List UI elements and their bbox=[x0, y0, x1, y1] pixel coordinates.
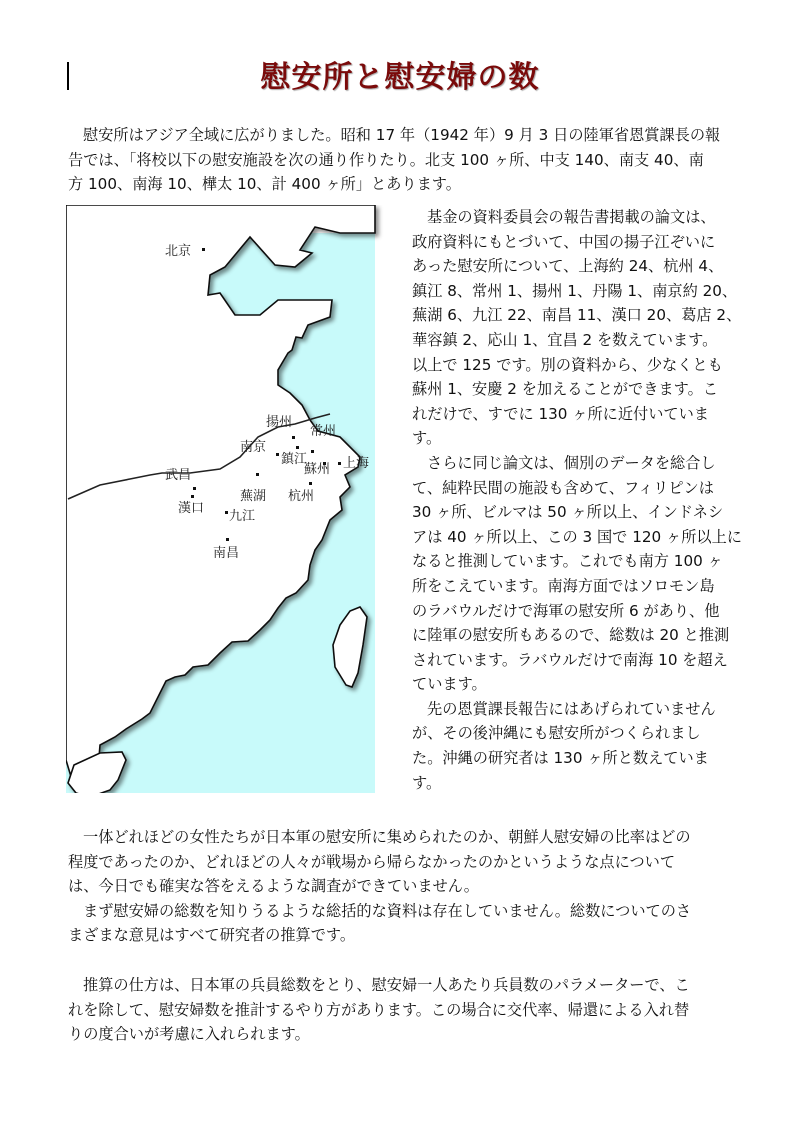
text-line: 華容鎮 2、応山 1、宜昌 2 を数えています。 bbox=[412, 330, 718, 349]
city-dot-zhenjiang bbox=[296, 446, 299, 449]
text-line: 慰安所はアジア全域に広がりました。昭和 17 年（1942 年）9 月 3 日の陸軍省恩賞課長の報 bbox=[83, 126, 721, 144]
city-label-hangzhou: 杭州 bbox=[288, 489, 315, 504]
text-line: た。沖縄の研究者は 130 ヶ所と数えていま bbox=[412, 749, 709, 768]
text-line: 告では、「将校以下の慰安施設を次の通り作りたり。北支 100 ヶ所、中支 140、南支 40、南 bbox=[68, 150, 704, 169]
text-line: が、その後沖縄にも慰安所がつくられまし bbox=[412, 724, 701, 743]
city-dot-hangzhou bbox=[309, 482, 312, 485]
city-label-wuhu: 蕪湖 bbox=[240, 489, 267, 504]
text-line: さらに同じ論文は、個別のデータを総合し bbox=[427, 453, 716, 472]
city-label-suzhou: 蘇州 bbox=[304, 462, 331, 477]
text-line: 基金の資料委員会の報告書掲載の論文は、 bbox=[427, 208, 716, 226]
text-line: まざまな意見はすべて研究者の推算です。 bbox=[68, 926, 356, 945]
city-dot-shanghai bbox=[338, 462, 341, 465]
text-line: 鎮江 8、常州 1、揚州 1、丹陽 1、南京約 20、 bbox=[412, 281, 738, 300]
text-line: 蕪湖 6、九江 22、南昌 11、漢口 20、葛店 2、 bbox=[412, 306, 742, 325]
text-line: 一体どれほどの女性たちが日本軍の慰安所に集められたのか、朝鮮人慰安婦の比率はどの bbox=[83, 828, 691, 846]
city-dot-nanchang bbox=[226, 538, 229, 541]
city-label-jiujiang: 九江 bbox=[229, 509, 256, 524]
city-label-nanjing: 南京 bbox=[240, 440, 267, 455]
text-line: まず慰安婦の総数を知りうるような総括的な資料は存在していません。総数についてのさ bbox=[83, 901, 692, 920]
text-line: 程度であったのか、どれほどの人々が戦場から帰らなかったのかというような点について bbox=[68, 852, 676, 871]
text-line: 所をこえています。南海方面ではソロモン島 bbox=[412, 576, 715, 595]
city-label-changzhou: 常州 bbox=[310, 424, 337, 439]
city-label-hankou: 漢口 bbox=[178, 501, 205, 516]
text-line: 推算の仕方は、日本軍の兵員総数をとり、慰安婦一人あたり兵員数のパラメーターで、こ bbox=[83, 976, 690, 994]
page-title: 慰安所と慰安婦の数 bbox=[260, 60, 540, 95]
city-dot-beijing bbox=[202, 248, 205, 251]
paragraph-unknowns bbox=[68, 825, 691, 948]
text-line: す。 bbox=[412, 773, 442, 792]
city-dot-wuchang bbox=[193, 487, 196, 490]
text-line: れだけで、すでに 130 ヶ所に近付いていま bbox=[412, 404, 709, 423]
text-line: のラバウルだけで海軍の慰安所 6 があり、他 bbox=[412, 601, 720, 620]
text-line: ています。 bbox=[412, 675, 487, 694]
text-line: て、純粋民間の施設も含めて、フィリピンは bbox=[412, 478, 714, 497]
text-line: れを除して、慰安婦数を推計するやり方があります。この場合に交代率、帰還による入れ替 bbox=[68, 1000, 690, 1019]
city-dot-yangzhou bbox=[292, 436, 295, 439]
city-dot-nanjing bbox=[276, 453, 279, 456]
city-label-nanchang: 南昌 bbox=[213, 546, 240, 561]
text-line: あった慰安所について、上海約 24、杭州 4、 bbox=[412, 257, 724, 276]
text-line: 以上で 125 です。別の資料から、少なくとも bbox=[412, 355, 723, 374]
text-line: す。 bbox=[412, 429, 442, 448]
text-line: 政府資料にもとづいて、中国の揚子江ぞいに bbox=[412, 232, 716, 251]
paragraph-yangtze-comfort-stations bbox=[412, 205, 742, 795]
paragraph-estimation-method bbox=[68, 973, 690, 1047]
city-label-wuchang: 武昌 bbox=[165, 468, 192, 483]
city-label-zhenjiang: 鎮江 bbox=[281, 452, 308, 467]
text-line: は、今日でも確実な答をえるような調査ができていません。 bbox=[68, 877, 479, 896]
city-dot-changzhou bbox=[311, 450, 314, 453]
city-label-yangzhou: 揚州 bbox=[266, 415, 293, 430]
text-line: 30 ヶ所、ビルマは 50 ヶ所以上、インドネシ bbox=[412, 503, 724, 522]
city-dot-hankou bbox=[191, 495, 194, 498]
city-label-shanghai: 上海 bbox=[343, 456, 370, 471]
text-line: 先の恩賞課長報告にはあげられていません bbox=[427, 699, 716, 718]
city-dot-wuhu bbox=[256, 473, 259, 476]
paragraph-intro bbox=[68, 123, 720, 197]
city-label-beijing: 北京 bbox=[165, 244, 192, 259]
text-line: 方 100、南海 10、樺太 10、計 400 ヶ所」とあります。 bbox=[68, 175, 461, 194]
text-line: なると推測しています。これでも南方 100 ヶ bbox=[412, 552, 723, 571]
text-line: されています。ラバウルだけで南海 10 を超え bbox=[412, 650, 728, 669]
text-line: りの度合いが考慮に入れられます。 bbox=[68, 1025, 310, 1044]
city-dot-jiujiang bbox=[225, 511, 228, 514]
text-line: に陸軍の慰安所もあるので、総数は 20 と推測 bbox=[412, 626, 730, 645]
china-map bbox=[60, 205, 390, 805]
text-line: アは 40 ヶ所以上、この 3 国で 120 ヶ所以上に bbox=[412, 527, 742, 546]
text-line: 蘇州 1、安慶 2 を加えることができます。こ bbox=[412, 380, 718, 399]
